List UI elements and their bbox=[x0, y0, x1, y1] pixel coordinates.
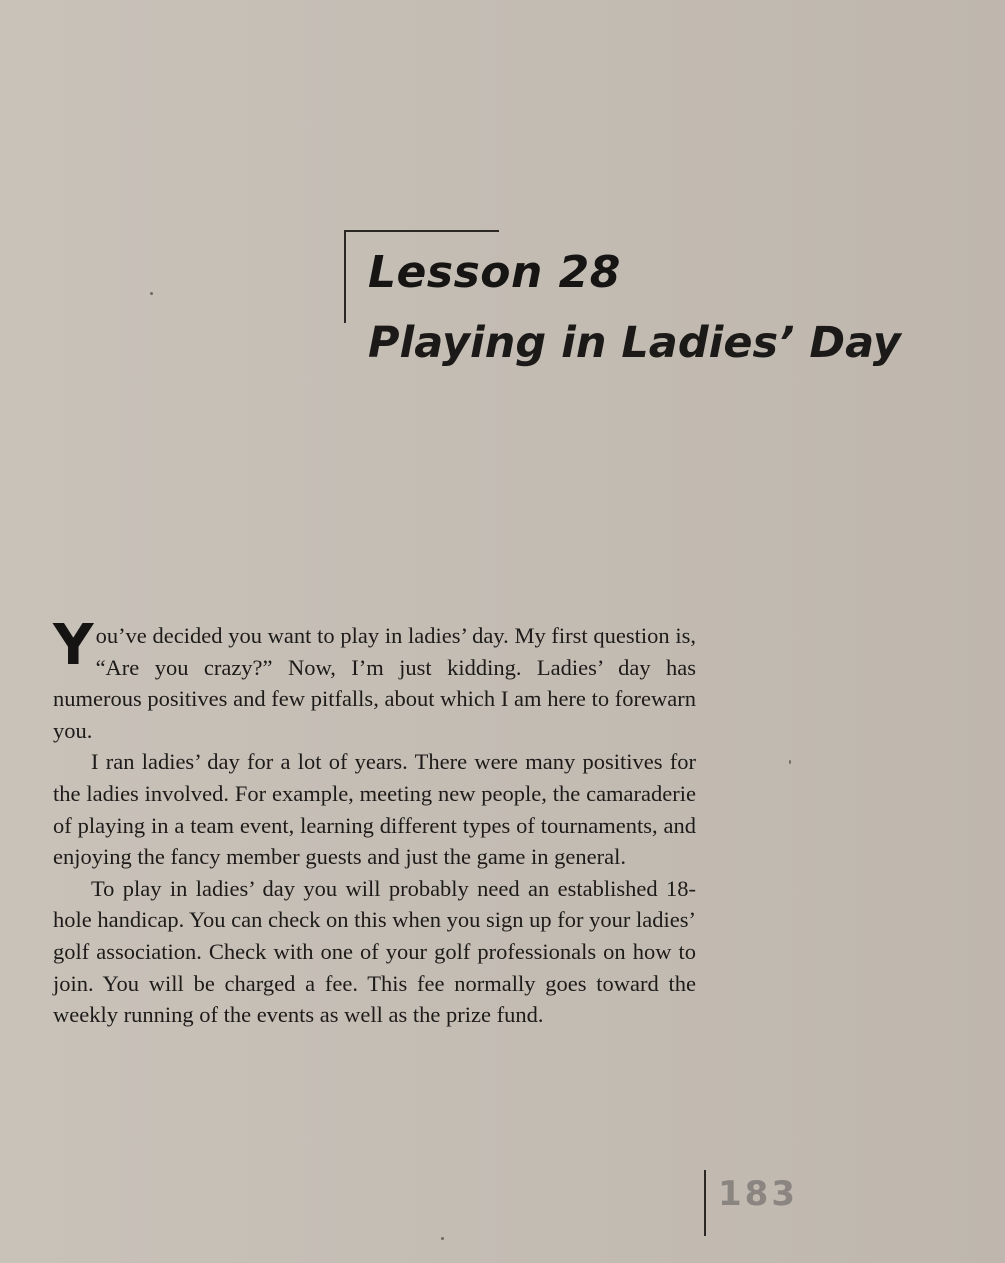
paragraph-2: I ran ladies’ day for a lot of years. There were many positives for the ladies involved. For example, meeting new people, the camaraderie of playing in a team event, learning different types of tournaments, and enjoying the fancy member guests and just the game in general. bbox=[53, 749, 696, 870]
body-text bbox=[53, 613, 696, 1031]
paper-speck bbox=[150, 292, 153, 295]
page-number: 183 bbox=[718, 1174, 798, 1214]
paragraph-1-text: ou’ve decided you want to play in ladies’ day. My first question is, “Are you crazy?” Now, I’m just kidding. Ladies’ day has numerous positives and few pitfalls, about which I am here to forewarn you. bbox=[53, 623, 696, 743]
folio-rule bbox=[704, 1170, 706, 1236]
paper-speck bbox=[789, 760, 791, 764]
heading-rule-horizontal bbox=[344, 230, 499, 232]
lesson-number: Lesson 28 bbox=[368, 247, 621, 298]
heading-rule-vertical bbox=[344, 230, 346, 323]
paper-speck bbox=[441, 1237, 444, 1240]
drop-cap: Y bbox=[53, 613, 94, 678]
paragraph-1 bbox=[53, 613, 696, 746]
lesson-title: Playing in Ladies’ Day bbox=[368, 318, 901, 368]
paragraph-3: To play in ladies’ day you will probably need an established 18-hole handicap. You can check on this when you sign up for your ladies’ golf association. Check with one of your golf professionals on how to join. You will be charged a fee. This fee normally goes toward the weekly running of the events as well as the prize fund. bbox=[53, 875, 696, 1028]
